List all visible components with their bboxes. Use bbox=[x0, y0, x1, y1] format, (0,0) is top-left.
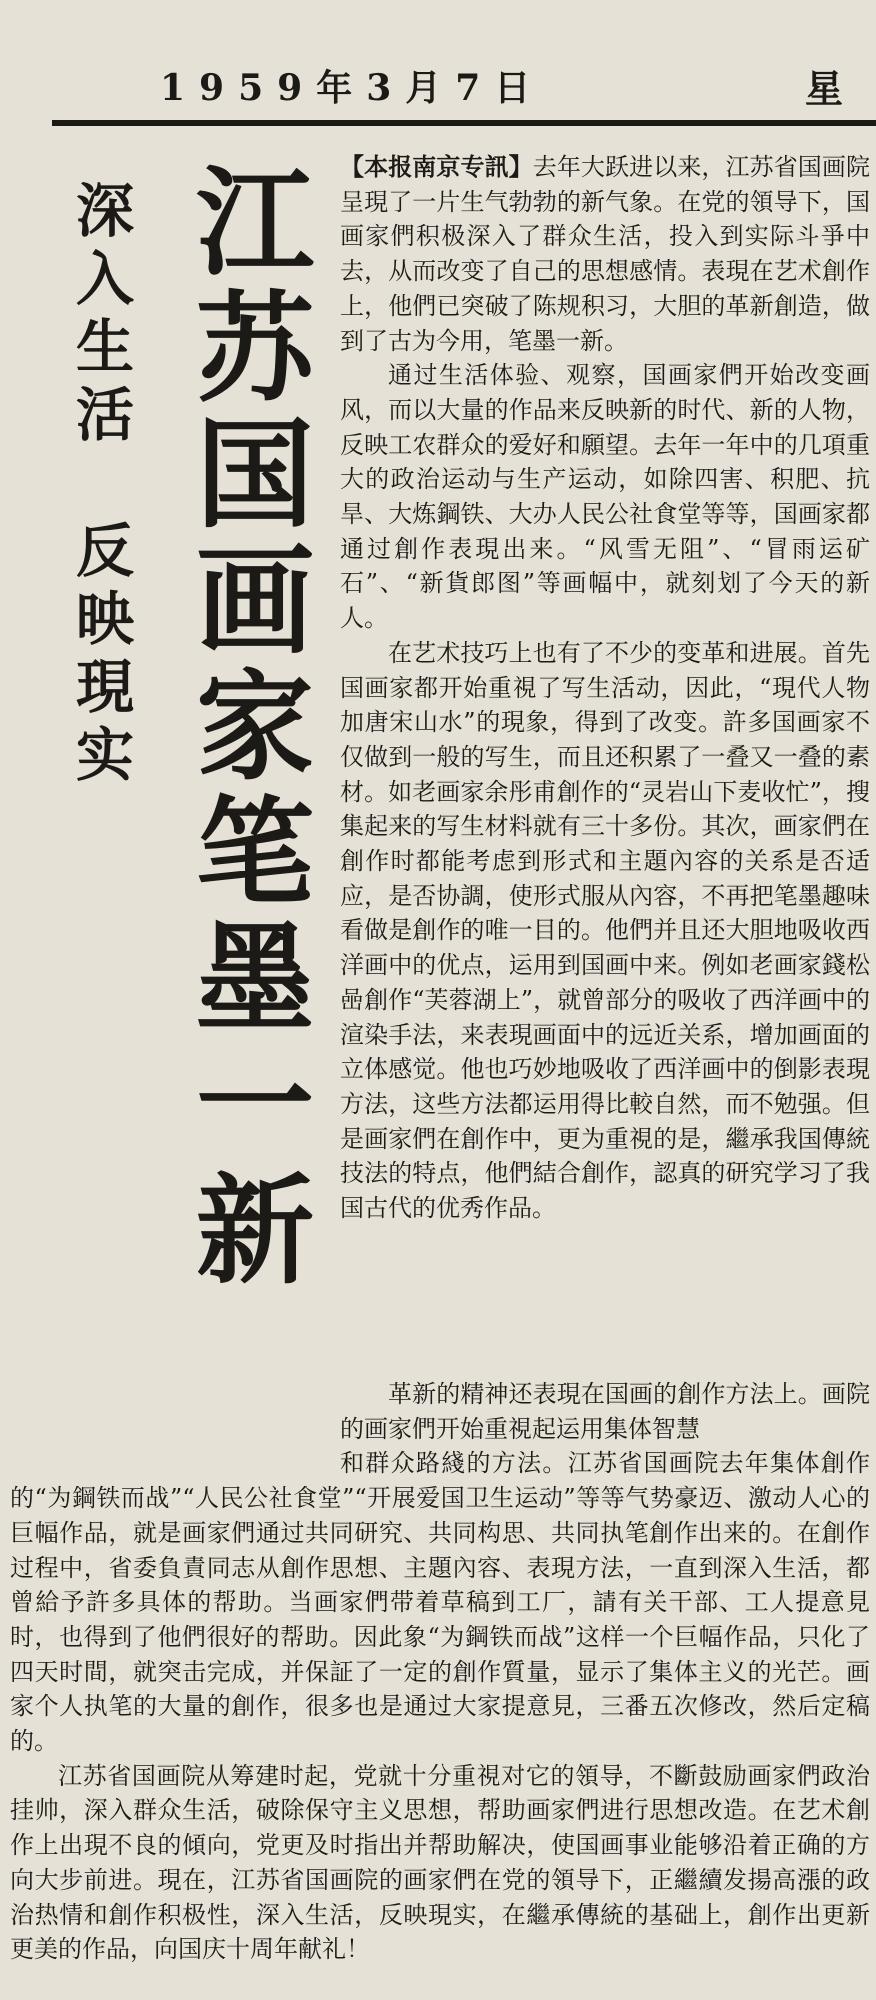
paragraph-1-text: 去年大跃进以来，江苏省国画院呈現了一片生气勃勃的新气象。在党的領导下，国画家們积极深入了群众生活，投入到实际斗爭中去，从而改变了自己的思想感情。表現在艺术創作上，他們已突破了陈规积习，大胆的革新創造，做到了古为今用，笔墨一新。 bbox=[340, 153, 870, 355]
article-paragraph-3: 在艺术技巧上也有了不少的变革和进展。首先国画家都开始重視了写生活动，因此，“現代人物加唐宋山水”的現象，得到了改变。許多国画家不仅做到一般的写生，而且还积累了一叠又一叠的素材。如老画家余彤甫創作的“灵岩山下麦收忙”，搜集起来的写生材料就有三十多份。其次，画家們在創作时都能考虑到形式和主題內容的关系是否适应，是否协調，使形式服从內容，不再把笔墨趣味看做是創作的唯一目的。他們并且还大胆地吸收西洋画中的优点，运用到国画中来。例如老画家錢松喦創作“芙蓉湖上”，就曾部分的吸收了西洋画中的渲染手法，来表現画面中的远近关系，增加画面的立体感觉。他也巧妙地吸收了西洋画中的倒影表現方法，这些方法都运用得比較自然，而不勉强。但是画家們在創作中，更为重視的是，繼承我国傳統技法的特点，他們結合創作，認真的研究学习了我国古代的优秀作品。 bbox=[340, 638, 870, 1223]
dateline-tag: 【本报南京专訊】 bbox=[340, 152, 533, 181]
article-paragraph-4-cont: 和群众路綫的方法。江苏省国画院去年集体創作的“为鋼铁而战”“人民公社食堂”“开展爱国卫生运动”等等气势豪迈、激动人心的巨幅作品，就是画家們通过共同研究、共同构思、共同执笔創作出来的。在創作过程中，省委負責同志从創作思想、主題內容、表現方法，一直到深入生活，都曾給予許多具体的帮助。当画家們带着草稿到工厂，請有关干部、工人提意見时，也得到了他們很好的帮助。因此象“为鋼铁而战”这样一个巨幅作品，只化了四天时間，就突击完成，并保証了一定的創作質量，显示了集体主义的光芒。画家个人执笔的大量的創作，很多也是通过大家提意見，三番五次修改，然后定稿的。 bbox=[10, 1449, 870, 1756]
article-body-lower bbox=[10, 1377, 870, 1995]
article-subtitle: 深入生活 反映現实 bbox=[66, 180, 134, 792]
text-wrap-spacer bbox=[10, 1377, 340, 1449]
article-paragraph-2: 通过生活体验、观察，国画家們开始改变画风，而以大量的作品来反映新的时代、新的人物，反映工农群众的爱好和願望。去年一年中的几項重大的政治运动与生产运动，如除四害、积肥、抗旱、大炼鋼铁、大办人民公社食堂等等，国画家都通过創作表現出来。“风雪无阻”、“冒雨运矿石”、“新貨郎图”等画幅中，就刻划了今天的新人。 bbox=[340, 361, 870, 633]
article-paragraph-1 bbox=[340, 150, 870, 358]
article-body-upper bbox=[340, 150, 870, 1375]
article-paragraph-4-start: 革新的精神还表現在国画的創作方法上。画院的画家們开始重視起运用集体智慧 bbox=[340, 1380, 870, 1443]
header-rule bbox=[52, 120, 876, 126]
article-paragraph-5: 江苏省国画院从筹建时起，党就十分重視对它的領导，不斷鼓励画家們政治挂帅，深入群众生活，破除保守主义思想，帮助画家們进行思想改造。在艺术創作上出現不良的傾向，党更及时指出并帮助解决，使国画事业能够沿着正确的方向大步前进。現在，江苏省国画院的画家們在党的領导下，正繼續发揚高漲的政治热情和創作积极性，深入生活，反映現实，在繼承傳統的基础上，創作出更新更美的作品，向国庆十周年献礼！ bbox=[10, 1761, 870, 1964]
issue-date: 1959年3月7日 bbox=[160, 67, 545, 109]
issue-weekday: 星 bbox=[805, 66, 844, 111]
article-headline: 江苏国画家笔墨一新 bbox=[176, 160, 315, 1294]
